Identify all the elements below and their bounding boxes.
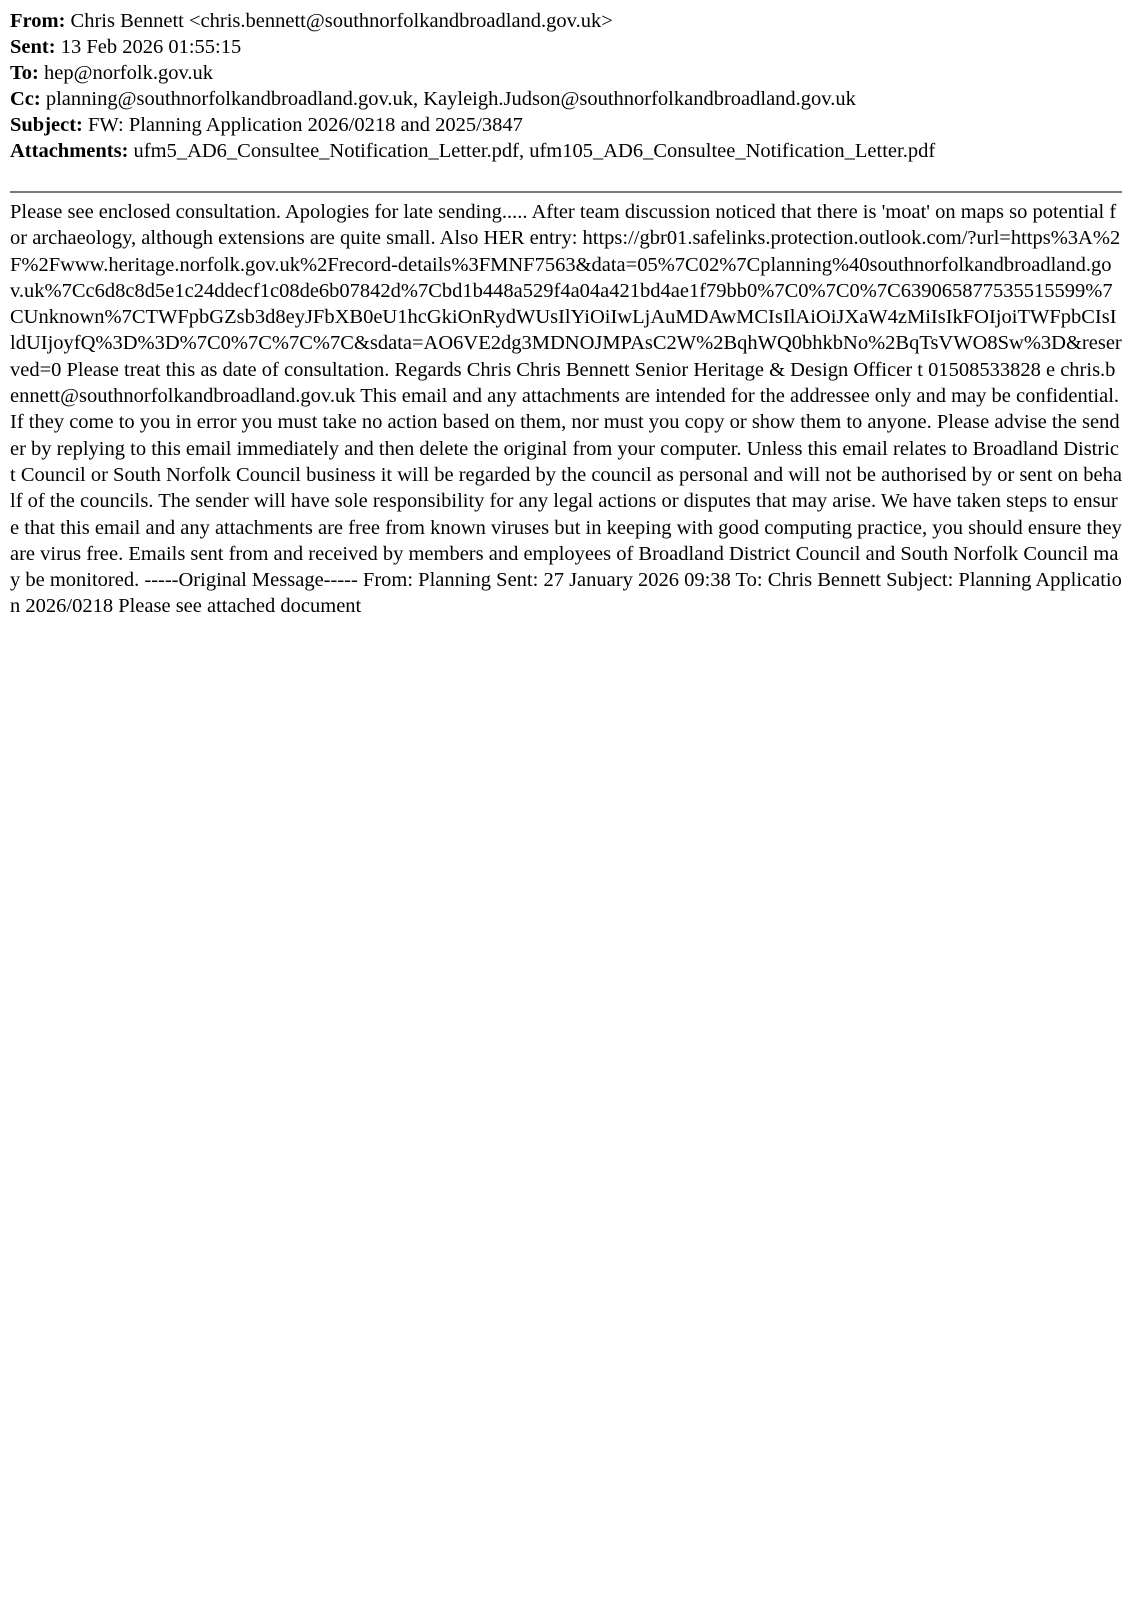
from-value: Chris Bennett <chris.bennett@southnorfolkandbroadland.gov.uk> [70,10,613,32]
to-row [10,60,1122,86]
email-document [10,8,1122,620]
subject-label: Subject: [10,114,83,136]
email-header [10,8,1122,164]
email-body: Please see enclosed consultation. Apologies for late sending..... After team discussion noticed that there is 'moat' on maps so potential for archaeology, although extensions are quite small. Also HER entry: https://gbr01.safelinks.protection.outlook.com/?url=https%3A%2F%2Fwww.heritage.norfolk.gov.uk%2Frecord-details%3FMNF7563&data=05%7C02%7Cplanning%40southnorfolkandbroadland.gov.uk%7Cc6d8c8d5e1c24ddecf1c08de6b07842d%7Cbd1b448a529f4a04a421bd4ae1f79bb0%7C0%7C0%7C639065877535515599%7CUnknown%7CTWFpbGZsb3d8eyJFbXB0eU1hcGkiOnRydWUsIlYiOiIwLjAuMDAwMCIsIlAiOiJXaW4zMiIsIkFOIjoiTWFpbCIsIldUIjoyfQ%3D%3D%7C0%7C%7C%7C&sdata=AO6VE2dg3MDNOJMPAsC2W%2BqhWQ0bhkbNo%2BqTsVWO8Sw%3D&reserved=0 Please treat this as date of consultation. Regards Chris Chris Bennett Senior Heritage & Design Officer t 01508533828 e chris.bennett@southnorfolkandbroadland.gov.uk This email and any attachments are intended for the addressee only and may be confidential. If they come to you in error you must take no action based on them, nor must you copy or show them to anyone. Please advise the sender by replying to this email immediately and then delete the original from your computer. Unless this email relates to Broadland District Council or South Norfolk Council business it will be regarded by the council as personal and will not be authorised by or sent on behalf of the councils. The sender will have sole responsibility for any legal actions or disputes that may arise. We have taken steps to ensure that this email and any attachments are free from known viruses but in keeping with good computing practice, you should ensure they are virus free. Emails sent from and received by members and employees of Broadland District Council and South Norfolk Council may be monitored. -----Original Message----- From: Planning Sent: 27 January 2026 09:38 To: Chris Bennett Subject: Planning Application 2026/0218 Please see attached document [10,201,1122,618]
from-label: From: [10,10,66,32]
to-label: To: [10,62,39,84]
header-divider [10,191,1122,193]
subject-value: FW: Planning Application 2026/0218 and 2025/3847 [88,114,523,136]
cc-value: planning@southnorfolkandbroadland.gov.uk, Kayleigh.Judson@southnorfolkandbroadland.gov.uk [45,88,856,110]
sent-row [10,34,1122,60]
sent-value: 13 Feb 2026 01:55:15 [60,36,242,58]
attachments-value: ufm5_AD6_Consultee_Notification_Letter.pdf, ufm105_AD6_Consultee_Notification_Letter.pdf [133,140,936,162]
cc-label: Cc: [10,88,41,110]
to-value: hep@norfolk.gov.uk [44,62,213,84]
attachments-row [10,138,1122,164]
subject-row [10,112,1122,138]
from-row [10,8,1122,34]
sent-label: Sent: [10,36,56,58]
attachments-label: Attachments: [10,140,129,162]
cc-row [10,86,1122,112]
